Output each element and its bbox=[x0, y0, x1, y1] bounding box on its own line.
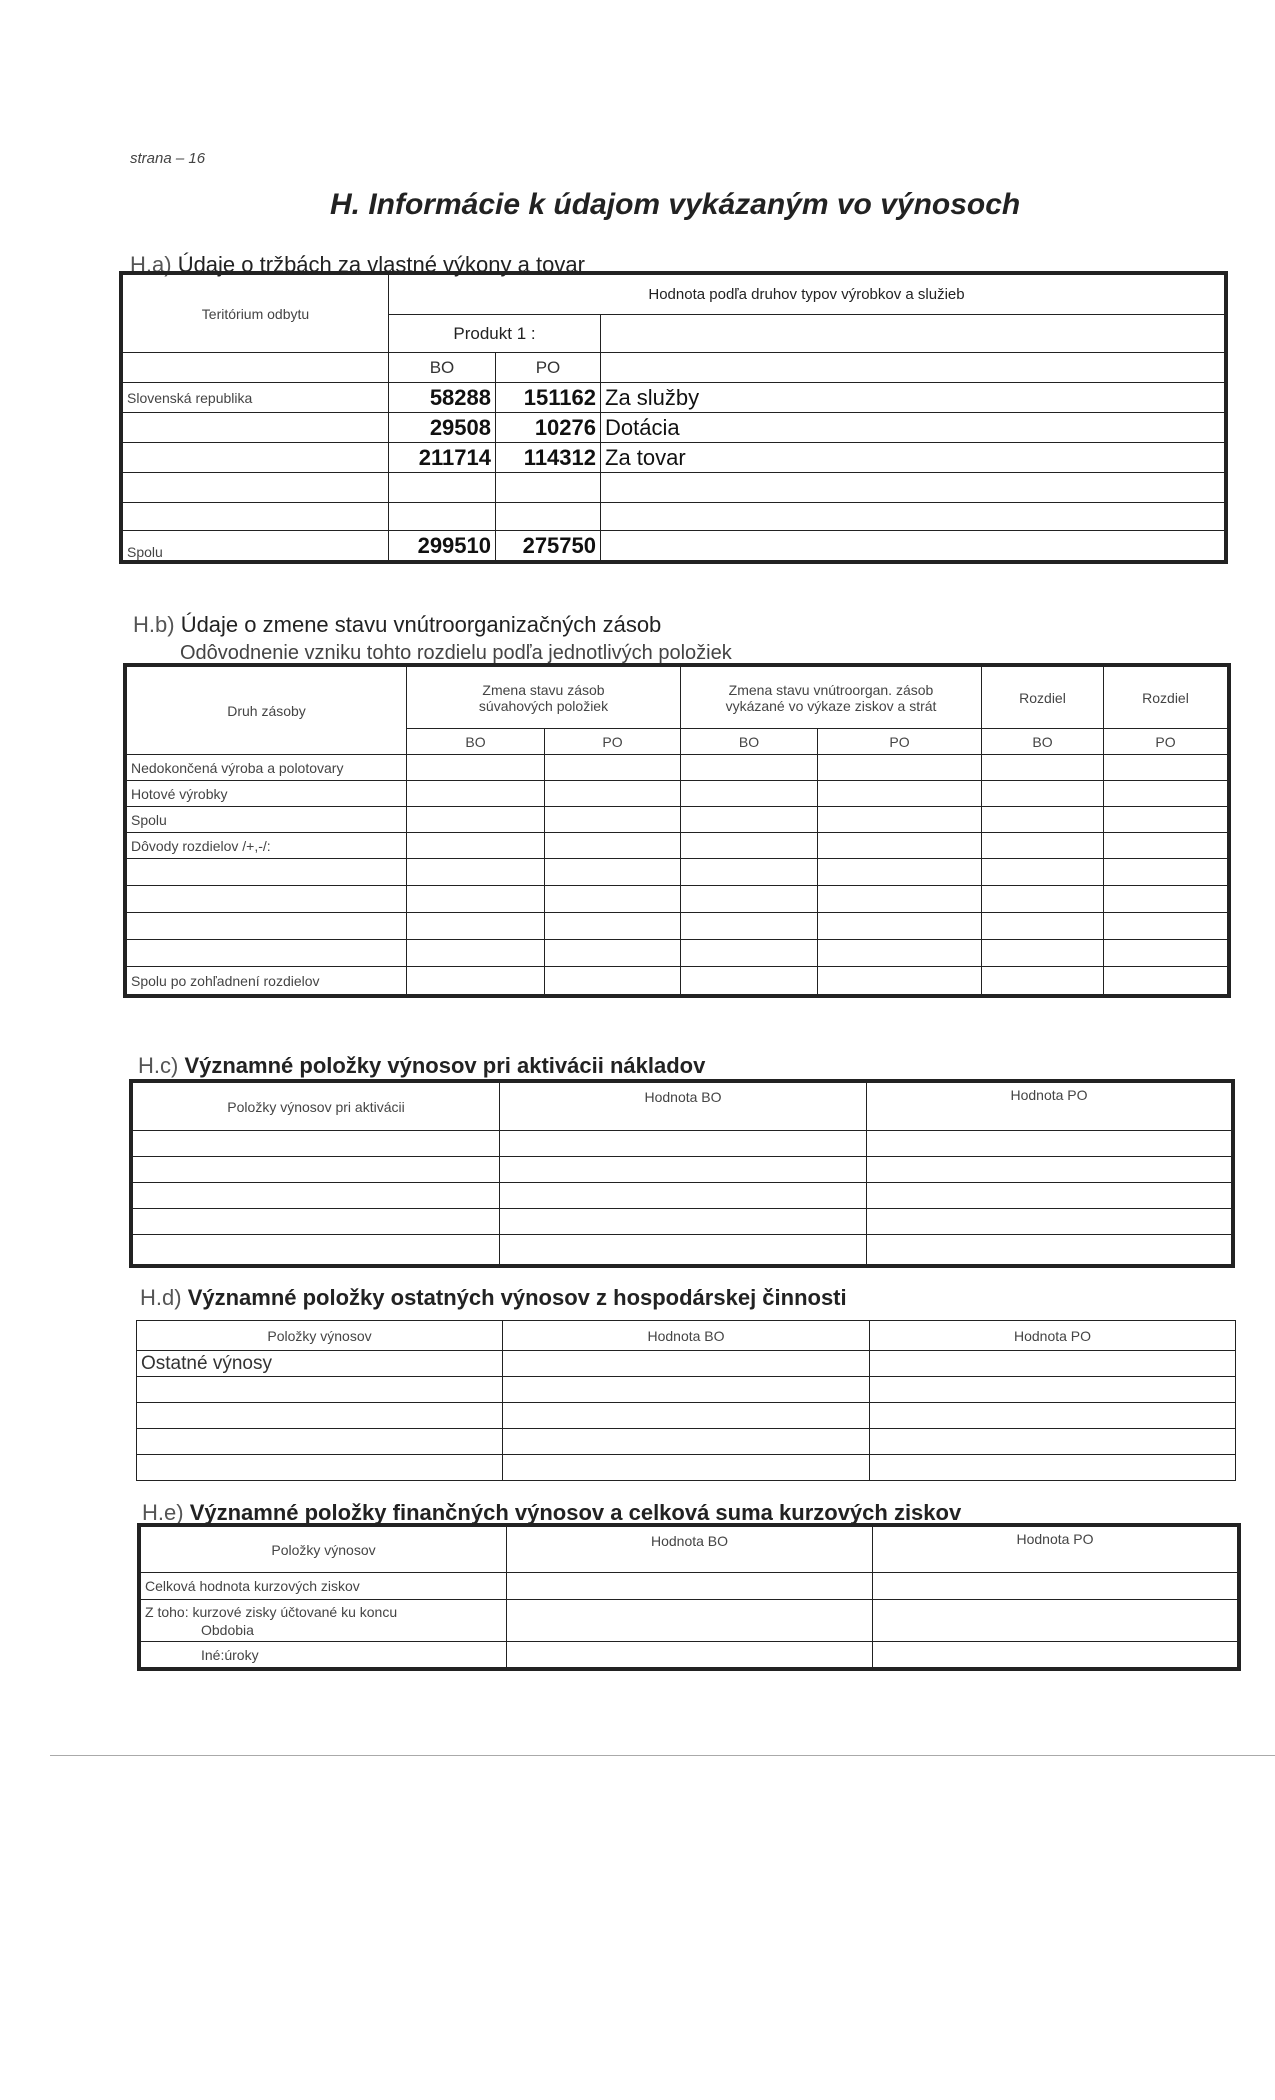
territory-cell bbox=[123, 443, 389, 473]
bo-header: BO bbox=[407, 729, 545, 755]
table-row bbox=[127, 781, 1228, 807]
heading-text: Údaje o zmene stavu vnútroorganizačných zásob bbox=[180, 612, 662, 637]
heading-text: Významné položky výnosov pri aktivácii nákladov bbox=[184, 1053, 706, 1078]
row-label-line2: Obdobia bbox=[201, 1621, 254, 1638]
bo-cell: 58288 bbox=[389, 383, 496, 413]
inventory-table bbox=[126, 666, 1228, 995]
col-balance-line2: súvahových položiek bbox=[478, 697, 609, 714]
territory-cell: Slovenská republika bbox=[123, 383, 389, 413]
row-label: Iné:úroky bbox=[141, 1642, 507, 1668]
section-hd-heading bbox=[140, 1285, 847, 1311]
table-row bbox=[123, 443, 1225, 473]
page-title: H. Informácie k údajom vykázaným vo výnosoch bbox=[330, 188, 1021, 221]
col-po: Hodnota PO bbox=[870, 1321, 1236, 1351]
col-territory: Teritórium odbytu bbox=[123, 275, 389, 353]
section-hb-heading bbox=[133, 612, 661, 638]
total-row bbox=[123, 531, 1225, 561]
col-bo: Hodnota BO bbox=[500, 1083, 867, 1131]
desc-cell: Za tovar bbox=[601, 443, 1225, 473]
po-header: PO bbox=[496, 353, 601, 383]
heading-text: Významné položky finančných výnosov a celková suma kurzových ziskov bbox=[189, 1500, 962, 1525]
section-he-heading bbox=[142, 1500, 961, 1526]
row-label: Spolu bbox=[127, 807, 407, 833]
table-row bbox=[141, 1573, 1238, 1600]
financial-income-table bbox=[140, 1526, 1238, 1668]
col-pl bbox=[681, 667, 982, 729]
col-bo: Hodnota BO bbox=[503, 1321, 870, 1351]
po-cell: 114312 bbox=[496, 443, 601, 473]
col-pl-line2: vykázané vo výkaze ziskov a strát bbox=[725, 697, 937, 714]
col-po: Hodnota PO bbox=[873, 1527, 1238, 1573]
row-label: Nedokončená výroba a polotovary bbox=[127, 755, 407, 781]
col-bo: Hodnota BO bbox=[507, 1527, 873, 1573]
row-label: Celková hodnota kurzových ziskov bbox=[141, 1573, 507, 1600]
row-label: Hotové výrobky bbox=[127, 781, 407, 807]
row-label: Ostatné výnosy bbox=[137, 1351, 503, 1377]
col-balance bbox=[407, 667, 681, 729]
heading-text: Významné položky ostatných výnosov z hospodárskej činnosti bbox=[187, 1285, 847, 1310]
activation-table bbox=[132, 1082, 1232, 1265]
table-row bbox=[127, 755, 1228, 781]
heading-prefix: H.d) bbox=[140, 1285, 182, 1310]
heading-prefix: H.e) bbox=[142, 1500, 184, 1525]
po-header: PO bbox=[818, 729, 982, 755]
table-row bbox=[141, 1642, 1238, 1668]
col-pl-line1: Zmena stavu vnútroorgan. zásob bbox=[728, 681, 934, 698]
col-items: Položky výnosov pri aktivácii bbox=[133, 1083, 500, 1131]
table-row bbox=[123, 413, 1225, 443]
total-bo: 299510 bbox=[389, 531, 496, 561]
heading-prefix: H.b) bbox=[133, 612, 175, 637]
col-items: Položky výnosov bbox=[137, 1321, 503, 1351]
bo-cell: 211714 bbox=[389, 443, 496, 473]
bo-header: BO bbox=[389, 353, 496, 383]
table-row bbox=[127, 833, 1228, 859]
section-hb-subheading: Odôvodnenie vzniku tohto rozdielu podľa jednotlivých položiek bbox=[180, 642, 732, 664]
po-header: PO bbox=[545, 729, 681, 755]
row-label bbox=[141, 1600, 507, 1642]
bo-cell: 29508 bbox=[389, 413, 496, 443]
sales-table bbox=[122, 274, 1225, 561]
po-cell: 151162 bbox=[496, 383, 601, 413]
col-value: Hodnota podľa druhov typov výrobkov a služieb bbox=[389, 275, 1225, 315]
po-header: PO bbox=[1104, 729, 1228, 755]
page-number: strana – 16 bbox=[130, 150, 206, 167]
heading-prefix: H.c) bbox=[138, 1053, 179, 1078]
desc-cell: Za služby bbox=[601, 383, 1225, 413]
territory-cell bbox=[123, 413, 389, 443]
row-label-line1: Z toho: kurzové zisky účtované ku koncu bbox=[145, 1603, 398, 1620]
col-diff-po: Rozdiel bbox=[1104, 667, 1228, 729]
section-hc-heading bbox=[138, 1053, 705, 1079]
row-label: Dôvody rozdielov /+,-/: bbox=[127, 833, 407, 859]
po-cell: 10276 bbox=[496, 413, 601, 443]
table-row bbox=[137, 1351, 1236, 1377]
other-income-table bbox=[136, 1320, 1236, 1481]
total-row bbox=[127, 967, 1228, 995]
row-label: Spolu po zohľadnení rozdielov bbox=[127, 967, 407, 995]
total-po: 275750 bbox=[496, 531, 601, 561]
heading-prefix: H.a) bbox=[130, 252, 172, 277]
col-balance-line1: Zmena stavu zásob bbox=[482, 681, 605, 698]
table-row bbox=[141, 1600, 1238, 1642]
bo-header: BO bbox=[681, 729, 818, 755]
table-row bbox=[127, 807, 1228, 833]
col-type: Druh zásoby bbox=[127, 667, 407, 755]
table-row bbox=[123, 383, 1225, 413]
col-po: Hodnota PO bbox=[867, 1083, 1232, 1131]
desc-cell: Dotácia bbox=[601, 413, 1225, 443]
col-items: Položky výnosov bbox=[141, 1527, 507, 1573]
bo-header: BO bbox=[982, 729, 1104, 755]
heading-text: Údaje o tržbách za vlastné výkony a tovar bbox=[177, 252, 585, 277]
col-diff-bo: Rozdiel bbox=[982, 667, 1104, 729]
total-label: Spolu bbox=[123, 531, 389, 561]
product-label: Produkt 1 : bbox=[389, 315, 601, 353]
page-bottom-divider bbox=[50, 1755, 1275, 1756]
